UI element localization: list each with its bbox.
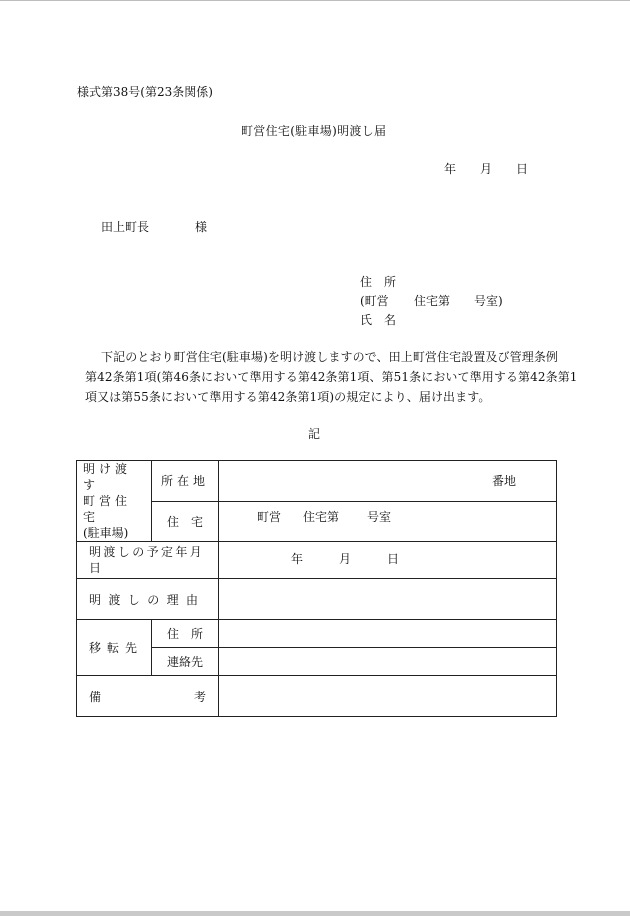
ki-heading: 記: [308, 427, 321, 441]
remarks-label: 備 考: [77, 676, 219, 717]
applicant-name-label: 氏 名: [360, 313, 397, 327]
moving-address-value[interactable]: [219, 620, 557, 648]
page-top-border: [0, 0, 630, 1]
house-value-1: 町営: [257, 509, 282, 524]
planned-month: 月: [339, 552, 352, 566]
document-title: 町営住宅(駐車場)明渡し届: [241, 124, 387, 138]
applicant-residence-close: 号室): [474, 294, 503, 308]
applicant-residence-open: (町営: [360, 294, 389, 308]
applicant-residence-mid: 住宅第: [414, 294, 451, 308]
moving-contact-label: 連絡先: [152, 648, 219, 676]
body-paragraph: [85, 347, 578, 407]
planned-day: 日: [387, 552, 400, 566]
moving-contact-value[interactable]: [219, 648, 557, 676]
body-line: 第42条第1項(第46条において準用する第42条第1項、第51条において準用する第42条第1: [85, 370, 578, 384]
date-day: 日: [516, 162, 529, 176]
moving-label: 移転先: [77, 620, 152, 676]
house-value-3: 号室: [367, 509, 392, 524]
addressee-honorific: 様: [195, 220, 208, 234]
planned-date-label: 明渡しの予定年月 日: [77, 542, 219, 579]
body-line: 下記のとおり町営住宅(駐車場)を明け渡しますので、田上町営住宅設置及び管理条例: [101, 350, 559, 364]
reason-label: 明渡しの理由: [77, 579, 219, 620]
location-suffix: 番地: [491, 474, 516, 489]
planned-date-value[interactable]: [219, 542, 557, 579]
location-value[interactable]: [219, 461, 557, 502]
date-year: 年: [444, 162, 457, 176]
house-label: 住 宅: [152, 501, 219, 542]
body-line: 項又は第55条において準用する第42条第1項)の規定により、届け出ます。: [85, 390, 491, 404]
addressee-name: 田上町長: [101, 220, 150, 234]
applicant-address-label: 住 所: [360, 275, 397, 289]
house-value[interactable]: [219, 501, 557, 542]
date-month: 月: [480, 162, 493, 176]
form-number: 様式第38号(第23条関係): [77, 85, 213, 99]
reason-value[interactable]: [219, 579, 557, 620]
location-label: 所在地: [152, 461, 219, 502]
planned-year: 年: [291, 552, 304, 566]
moving-address-label: 住 所: [152, 620, 219, 648]
house-value-2: 住宅第: [303, 509, 340, 524]
remarks-value[interactable]: [219, 676, 557, 717]
page-bottom-border: [0, 911, 630, 916]
header-cell: 明け渡す 町営住宅 (駐車場): [77, 461, 152, 542]
moving-out-table: [76, 460, 557, 717]
